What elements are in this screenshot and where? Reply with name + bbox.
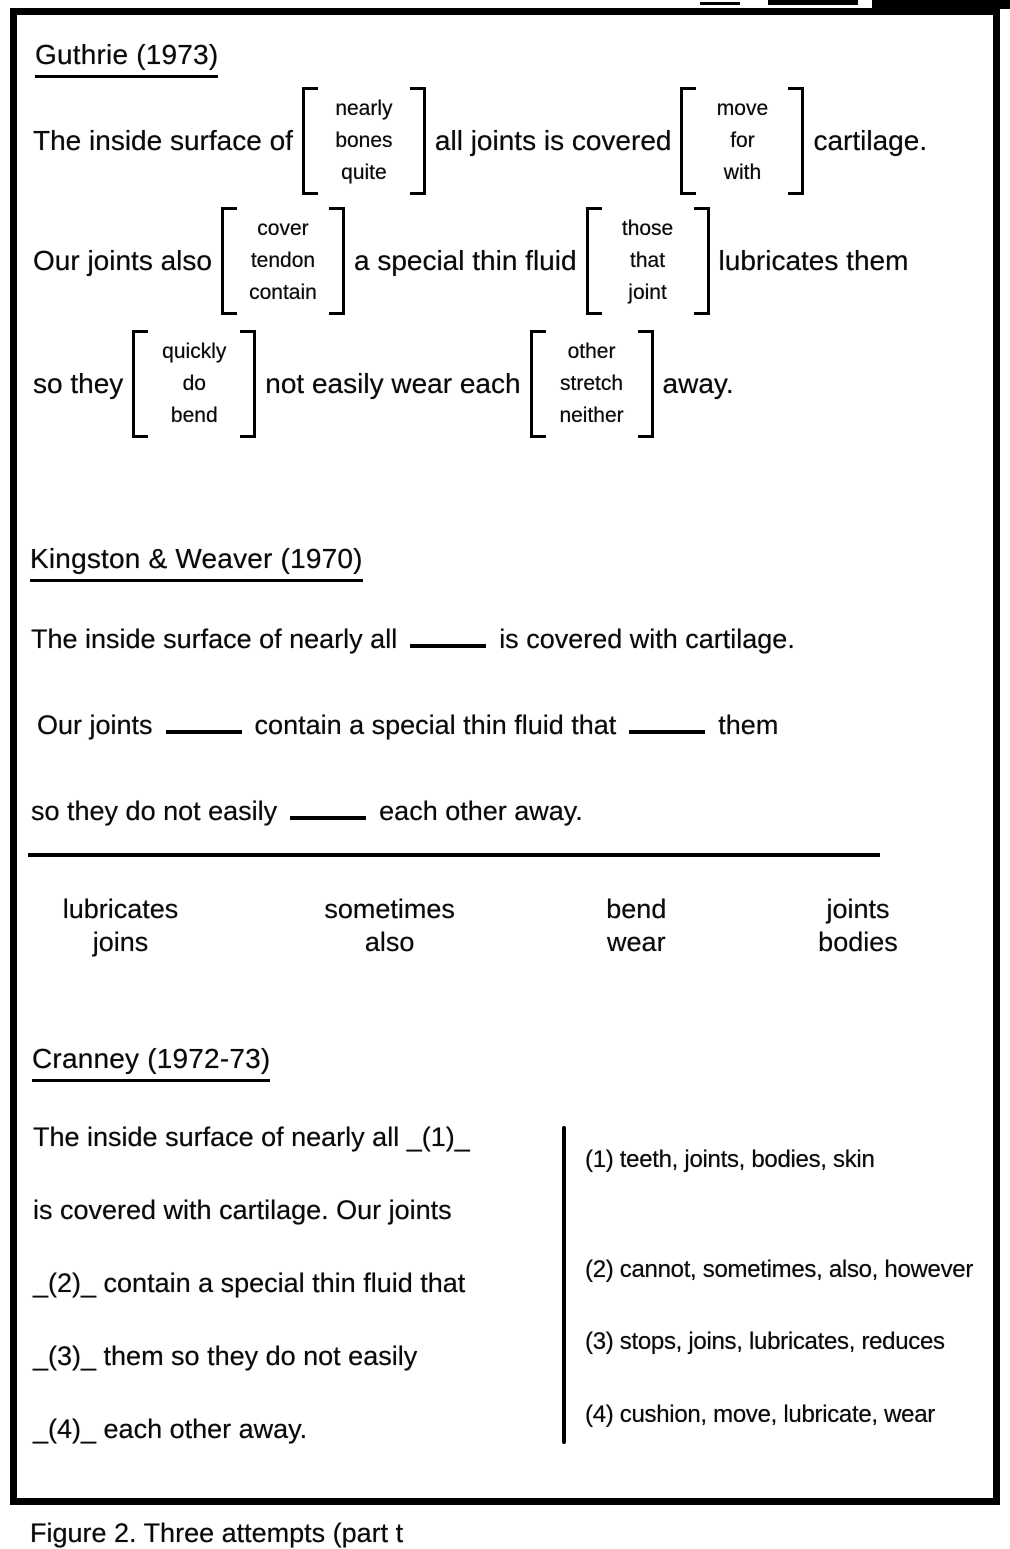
word-bank-column (290, 893, 490, 959)
maze-choice-group (132, 330, 256, 438)
maze-option: other (567, 340, 616, 363)
word-bank-column (33, 893, 208, 959)
maze-choice-group (530, 330, 654, 438)
choice-line: (3) stops, joins, lubricates, reduces (585, 1328, 945, 1355)
maze-sentence-row (33, 87, 927, 195)
word-bank-column (783, 893, 933, 959)
sentence-text: away. (662, 368, 734, 399)
maze-choice-group (221, 207, 345, 315)
column-divider-line (562, 1126, 566, 1444)
maze-option: neither (559, 404, 624, 427)
maze-option: stretch (560, 372, 624, 395)
maze-option: cover (257, 217, 309, 240)
maze-sentence-row (33, 207, 908, 315)
word-bank-word: joins (92, 927, 149, 957)
left-bracket-icon (132, 330, 148, 438)
maze-option: for (730, 129, 755, 152)
sentence-text: Our joints also (33, 245, 212, 276)
choice-line: (1) teeth, joints, bodies, skin (585, 1146, 875, 1173)
sentence-text: a special thin fluid (353, 245, 577, 276)
cloze-sentence (37, 706, 778, 741)
maze-option: that (630, 249, 666, 272)
word-bank-word: wear (607, 927, 666, 957)
cloze-blank (410, 620, 486, 648)
word-bank-word: sometimes (324, 894, 455, 924)
sentence-text: each other away. (379, 796, 583, 826)
maze-option: nearly (335, 97, 393, 120)
sentence-text: The inside surface of nearly all (31, 624, 398, 654)
right-bracket-icon (329, 207, 345, 315)
sentence-text: so they do not easily (31, 796, 278, 826)
sentence-text: them (718, 710, 779, 740)
section-heading-kingston (30, 543, 363, 582)
maze-option: those (621, 217, 674, 240)
maze-option: quickly (162, 340, 227, 363)
maze-option: move (716, 97, 769, 120)
cranney-passage (33, 1120, 538, 1485)
maze-option: tendon (250, 249, 316, 272)
sentence-text: is covered with cartilage. (499, 624, 795, 654)
sentence-text: cartilage. (813, 125, 928, 156)
choice-line: (2) cannot, sometimes, also, however (585, 1256, 974, 1283)
section-heading-guthrie (35, 39, 218, 78)
maze-option: bones (335, 129, 393, 152)
maze-choice-group (302, 87, 426, 195)
left-bracket-icon (221, 207, 237, 315)
figure-border-box (10, 8, 1000, 1505)
passage-line: _(2)_ contain a special thin fluid that (33, 1268, 466, 1298)
right-bracket-icon (638, 330, 654, 438)
section-heading-cranney (32, 1043, 270, 1082)
word-bank-column (571, 893, 701, 959)
scan-artifact (768, 0, 858, 5)
maze-option: contain (249, 281, 317, 304)
figure-caption: Figure 2. Three attempts (part t (30, 1518, 404, 1548)
scan-artifact (700, 2, 740, 5)
right-bracket-icon (410, 87, 426, 195)
word-bank-word: joints (826, 894, 890, 924)
sentence-text: lubricates them (718, 245, 909, 276)
cranney-choice-list (585, 1120, 1005, 1430)
right-bracket-icon (788, 87, 804, 195)
word-bank-divider-rule (28, 853, 880, 857)
maze-option: do (182, 372, 206, 395)
cloze-blank (290, 792, 366, 820)
passage-line: The inside surface of nearly all _(1)_ (33, 1122, 470, 1152)
left-bracket-icon (530, 330, 546, 438)
sentence-text: so they (33, 368, 124, 399)
left-bracket-icon (302, 87, 318, 195)
left-bracket-icon (680, 87, 696, 195)
word-bank (33, 893, 933, 959)
maze-choice-group (586, 207, 710, 315)
left-bracket-icon (586, 207, 602, 315)
right-bracket-icon (240, 330, 256, 438)
maze-option: quite (341, 161, 387, 184)
maze-option: with (723, 161, 762, 184)
passage-line: is covered with cartilage. Our joints (33, 1195, 452, 1225)
heading-text: Guthrie (1973) (35, 39, 218, 78)
cloze-sentence (31, 792, 583, 827)
sentence-text: The inside surface of (33, 125, 293, 156)
sentence-text: not easily wear each (265, 368, 521, 399)
heading-text: Kingston & Weaver (1970) (30, 543, 363, 582)
cloze-blank (166, 706, 242, 734)
maze-sentence-row (33, 330, 734, 438)
word-bank-word: bodies (818, 927, 898, 957)
word-bank-word: also (364, 927, 415, 957)
word-bank-word: lubricates (62, 894, 179, 924)
sentence-text: contain a special thin fluid that (254, 710, 617, 740)
cloze-blank (629, 706, 705, 734)
maze-choice-group (680, 87, 804, 195)
right-bracket-icon (694, 207, 710, 315)
heading-text: Cranney (1972-73) (32, 1043, 270, 1082)
sentence-text: all joints is covered (434, 125, 672, 156)
cloze-sentence (31, 620, 795, 655)
maze-option: joint (628, 281, 667, 304)
passage-line: _(4)_ each other away. (33, 1414, 308, 1444)
word-bank-word: bend (606, 894, 667, 924)
maze-option: bend (170, 404, 218, 427)
passage-line: _(3)_ them so they do not easily (33, 1341, 418, 1371)
choice-line: (4) cushion, move, lubricate, wear (585, 1401, 935, 1428)
sentence-text: Our joints (37, 710, 153, 740)
